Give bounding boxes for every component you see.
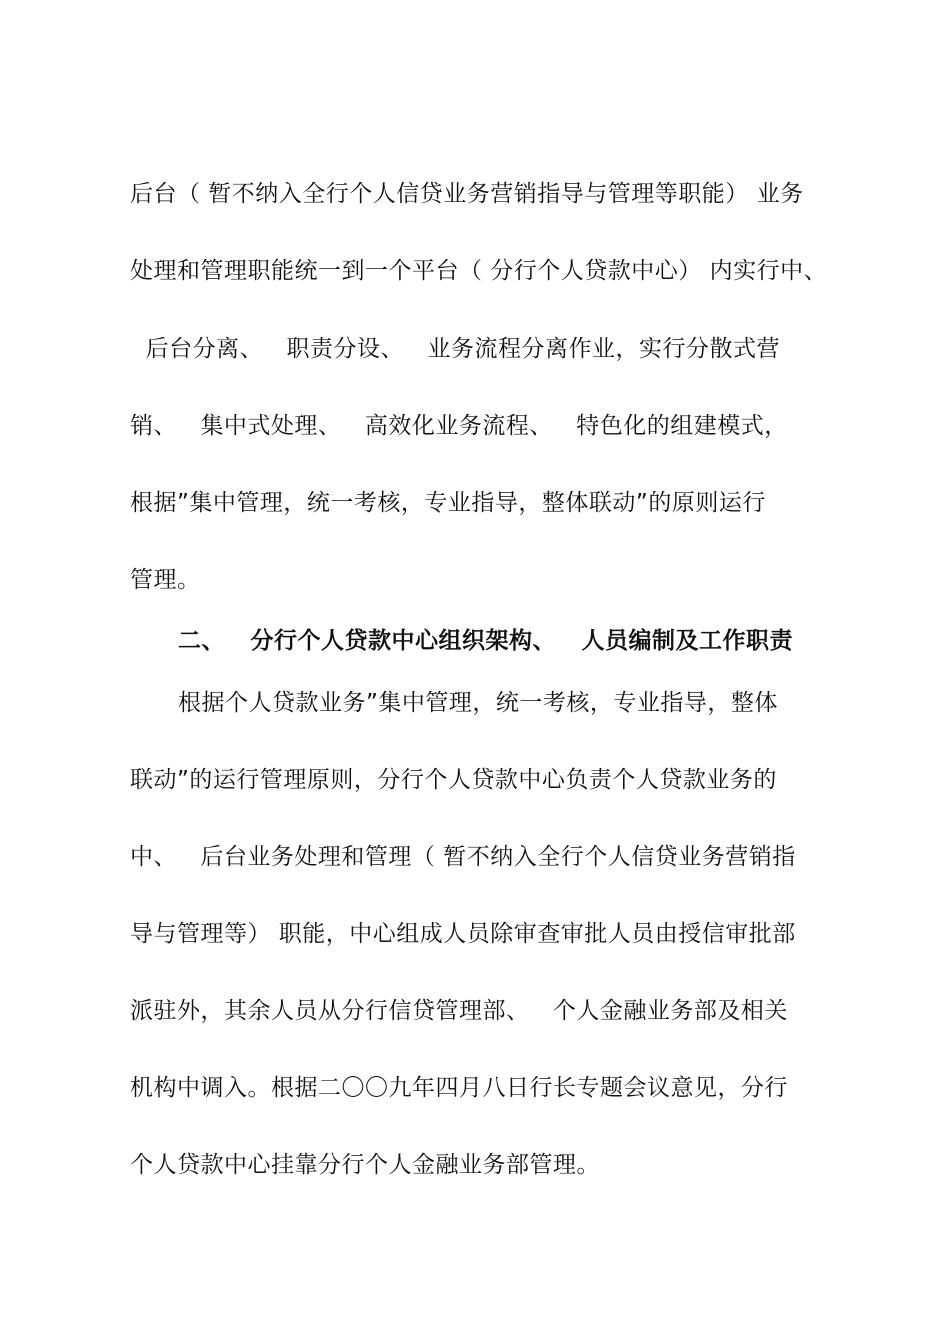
section-2-line-2: 联动”的运行管理原则，分行个人贷款中心负责个人贷款业务的 — [130, 767, 777, 793]
paragraph-1-line-5: 根据”集中管理，统一考核，专业指导，整体联动”的原则运行 — [130, 490, 766, 516]
section-2-line-6: 机构中调入。根据二〇〇九年四月八日行长专题会议意见，分行 — [130, 1075, 788, 1101]
section-2-line-3: 中、 后台业务处理和管理（ 暂不纳入全行个人信贷业务营销指 — [130, 844, 796, 870]
section-2-line-4: 导与管理等） 职能，中心组成人员除审查审批人员由授信审批部 — [130, 921, 796, 947]
section-2-line-1: 根据个人贷款业务”集中管理，统一考核，专业指导，整体 — [178, 690, 778, 716]
paragraph-1-line-3: 后台分离、 职责分设、 业务流程分离作业，实行分散式营 — [130, 336, 780, 362]
paragraph-1-line-6: 管理。 — [130, 567, 201, 593]
paragraph-1-line-2: 处理和管理职能统一到一个平台（ 分行个人贷款中心） 内实行中、 — [130, 258, 828, 284]
paragraph-1-line-1: 后台（ 暂不纳入全行个人信贷业务营销指导与管理等职能） 业务 — [130, 181, 804, 207]
section-2-line-5: 派驻外，其余人员从分行信贷管理部、 个人金融业务部及相关 — [130, 998, 788, 1024]
section-2-heading: 二、 分行个人贷款中心组织架构、 人员编制及工作职责 — [178, 628, 794, 654]
section-2-line-7: 个人贷款中心挂靠分行个人金融业务部管理。 — [130, 1152, 600, 1178]
paragraph-1-line-4: 销、 集中式处理、 高效化业务流程、 特色化的组建模式， — [130, 413, 788, 439]
